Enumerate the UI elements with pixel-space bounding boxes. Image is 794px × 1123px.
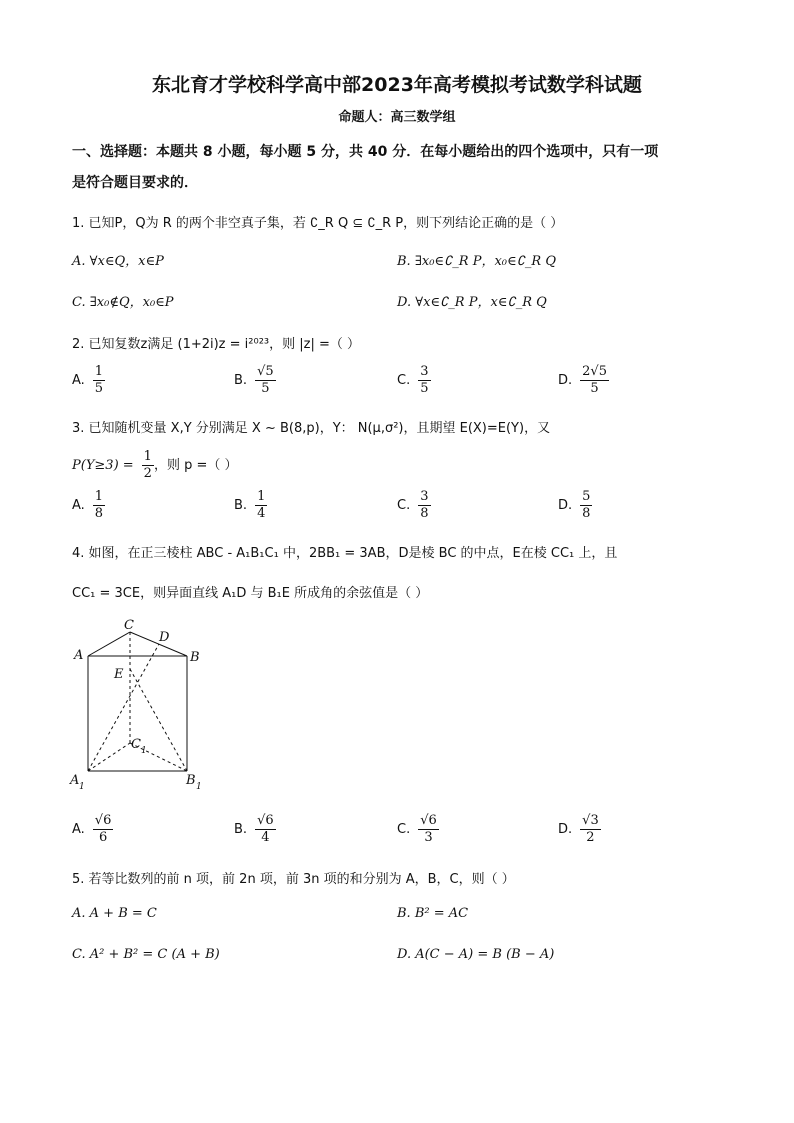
triangular-prism-figure xyxy=(66,612,216,797)
label-b1: B xyxy=(186,773,196,788)
exam-title: 东北育才学校科学高中部2023年高考模拟考试数学科试题 xyxy=(152,74,642,96)
q2-option-d: D. $\frac{2√5}{5}$ xyxy=(558,364,607,396)
q4-option-c: C. $\frac{√6}{3}$ xyxy=(397,813,437,845)
q1-option-c: C. ∃x₀∉Q，x₀∈P xyxy=(72,295,174,310)
q4-option-d: D. $\frac{√3}{2}$ xyxy=(558,813,599,845)
segment-b1e xyxy=(130,669,187,771)
q5-option-c: C. A² + B² = C (A + B) xyxy=(72,947,220,962)
section-instruction-line1: 一、选择题：本题共 8 小题，每小题 5 分，共 40 分．在每小题给出的四个选项中，只有一项 xyxy=(72,144,659,160)
exam-author: 命题人：高三数学组 xyxy=(338,110,456,125)
q3-option-c: C. $\frac{3}{8}$ xyxy=(397,489,429,521)
q4-stem-line2: CC₁ = 3CE，则异面直线 A₁D 与 B₁E 所成角的余弦值是（ ） xyxy=(72,586,429,601)
q4-option-b: B. $\frac{√6}{4}$ xyxy=(234,813,274,845)
q3-stem-line2: P(Y≥3) = $\frac{1}{2}$ ，则 p =（ ） xyxy=(72,449,238,481)
q4-stem-line1: 4. 如图，在正三棱柱 ABC - A₁B₁C₁ 中，2BB₁ = 3AB，D是棱 BC 的中点，E在棱 CC₁ 上，且 xyxy=(72,546,618,561)
label-b: B xyxy=(190,650,200,665)
q1-stem: 1. 已知P，Q为 R 的两个非空真子集，若 ∁_R Q ⊆ ∁_R P，则下列结论正确的是（ ） xyxy=(72,216,564,231)
label-c1-sub: 1 xyxy=(141,746,147,756)
label-c: C xyxy=(124,618,134,633)
q3-option-b: B. $\frac{1}{4}$ xyxy=(234,489,266,521)
q5-option-b: B. B² = AC xyxy=(397,906,469,921)
label-a1-sub: 1 xyxy=(79,782,85,792)
label-b1-sub: 1 xyxy=(196,782,202,792)
q5-stem: 5. 若等比数列的前 n 项，前 2n 项，前 3n 项的和分别为 A，B，C，则（ ） xyxy=(72,872,515,887)
label-e: E xyxy=(114,667,124,682)
q2-option-c: C. $\frac{3}{5}$ xyxy=(397,364,429,396)
q2-option-a: A. $\frac{1}{5}$ xyxy=(72,364,104,396)
label-a1: A xyxy=(70,773,80,788)
edge-ac xyxy=(88,632,130,656)
q2-option-b: B. $\frac{√5}{5}$ xyxy=(234,364,274,396)
section-instruction-line2: 是符合题目要求的． xyxy=(72,175,198,191)
q3-stem-line1: 3. 已知随机变量 X,Y 分别满足 X ~ B(8,p)，Y： N(μ,σ²)，且期望 E(X)=E(Y)，又 xyxy=(72,421,551,436)
q1-option-a: A. ∀x∈Q，x∈P xyxy=(72,254,164,269)
q2-stem: 2. 已知复数z满足 (1+2i)z = i²⁰²³，则 |z| =（ ） xyxy=(72,337,360,352)
label-a: A xyxy=(74,648,84,663)
q1-option-b: B. ∃x₀∈∁_R P，x₀∈∁_R Q xyxy=(397,254,556,269)
q3-option-a: A. $\frac{1}{8}$ xyxy=(72,489,104,521)
edge-a1c1 xyxy=(88,743,130,771)
q3-option-d: D. $\frac{5}{8}$ xyxy=(558,489,591,521)
label-c1: C xyxy=(131,737,141,752)
label-d: D xyxy=(159,630,170,645)
q1-option-d: D. ∀x∈∁_R P，x∈∁_R Q xyxy=(397,295,547,310)
q5-option-a: A. A + B = C xyxy=(72,906,157,921)
q5-option-d: D. A(C − A) = B (B − A) xyxy=(397,947,555,962)
q4-option-a: A. $\frac{√6}{6}$ xyxy=(72,813,112,845)
